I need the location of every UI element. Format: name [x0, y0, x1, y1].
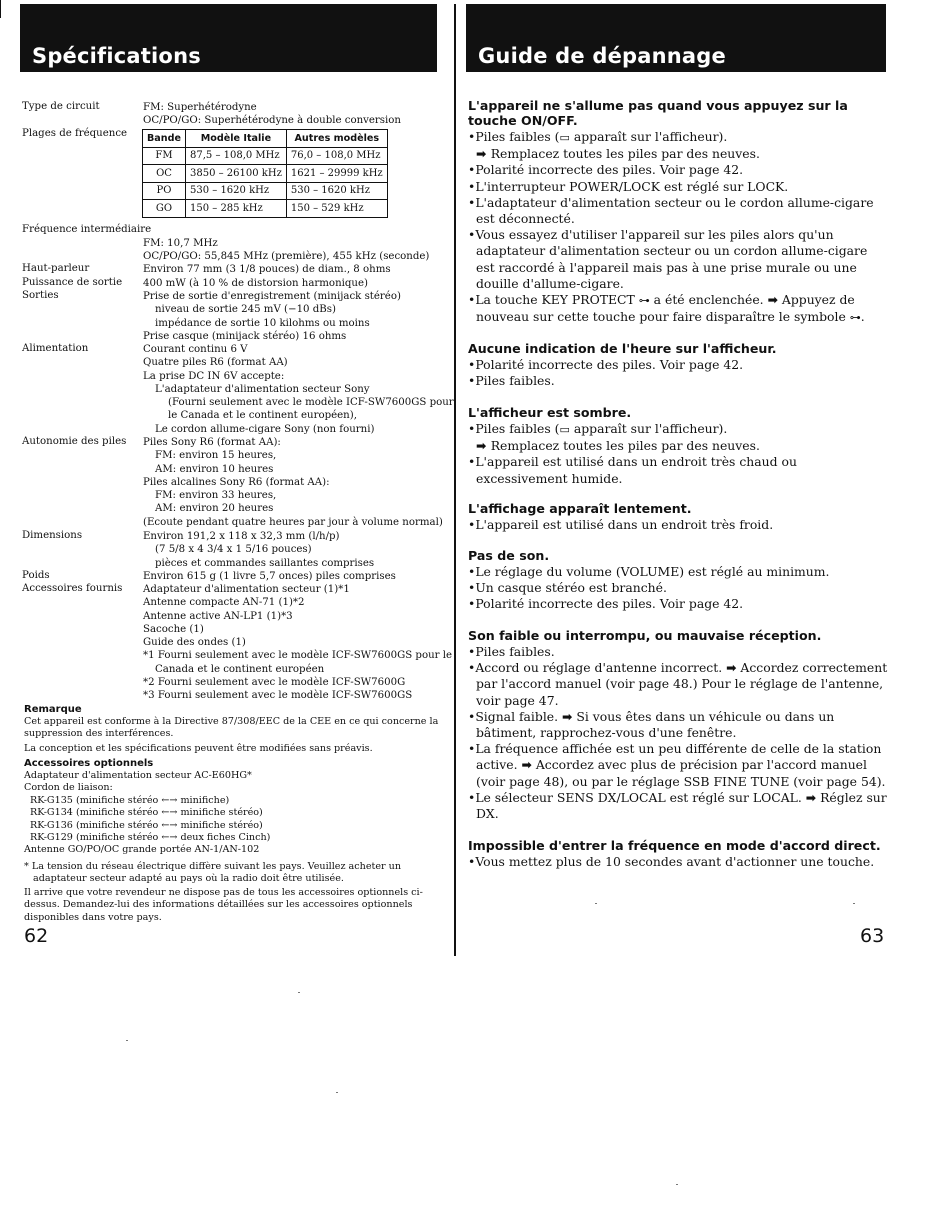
spec-value-line: Environ 615 g (1 livre 5,7 onces) piles comprises	[143, 571, 396, 582]
remarque-text: Cet appareil est conforme à la Directive 87/308/EEC de la CEE en ce qui concerne la suppression des interférences.	[24, 716, 439, 740]
voltage-note: * La tension du réseau électrique diffère suivant les pays. Veuillez acheter un adaptateur secteur adapté au pays où la radio doit être utilisée.	[24, 861, 402, 885]
arrow-right-icon: ➡	[476, 146, 491, 162]
spec-value-line: FM: 10,7 MHz	[143, 238, 218, 249]
spec-label: Puissance de sortie	[22, 277, 123, 288]
spec-label: Sorties	[22, 290, 59, 301]
spec-value-line: *2 Fourni seulement avec le modèle ICF-SW7600G	[143, 677, 406, 689]
top-left-rule	[0, 0, 1, 18]
spec-value-line: Canada et le continent européen	[155, 663, 325, 675]
list-item: •Un casque stéréo est branché.	[468, 580, 667, 596]
list-item: Antenne GO/PO/OC grande portée AN-1/AN-102	[24, 844, 260, 856]
spec-value-line: Environ 191,2 x 118 x 32,3 mm (l/h/p)	[143, 531, 340, 542]
spec-value-line: (Fourni seulement avec le modèle ICF-SW7600GS pour	[168, 397, 454, 409]
page-number-right: 63	[860, 925, 885, 947]
spec-value	[143, 277, 368, 290]
scan-speck	[126, 1040, 128, 1041]
optional-accessories-list	[24, 770, 439, 857]
spec-value-line: Prise casque (minijack stéréo) 16 ohms	[143, 330, 347, 342]
spec-value	[143, 570, 396, 583]
spec-value-line: OC/PO/GO: 55,845 MHz (première), 455 kHz (seconde)	[143, 251, 430, 263]
table-cell: FM	[143, 147, 186, 165]
spec-value-line: Environ 77 mm (3 1/8 pouces) de diam., 8 ohms	[143, 264, 391, 275]
list-item: •Vous essayez d'utiliser l'appareil sur les piles alors qu'un adaptateur d'alimentation secteur ou un cordon allume-cigare est raccordé à l'appareil mais pas à une prise murale ou une douille d'allume-cigare.	[468, 227, 868, 291]
troubleshooting-heading: L'affichage apparaît lentement.	[468, 501, 692, 516]
troubleshooting-items	[468, 129, 888, 326]
optional-accessories-title: Accessoires optionnels	[24, 758, 154, 769]
page-number-left: 62	[24, 925, 49, 947]
spec-label: Plages de fréquence	[22, 128, 128, 139]
spec-value-line: niveau de sortie 245 mV (−10 dBs)	[155, 304, 336, 316]
dealer-note: Il arrive que votre revendeur ne dispose pas de tous les accessoires optionnels ci-dessus. Demandez-lui des informations détaillées sur les accessoires optionnels disponibles dans votre pays.	[24, 887, 423, 923]
specifications-title: Spécifications	[32, 44, 201, 68]
spec-value-line: Antenne active AN-LP1 (1)*3	[143, 610, 293, 622]
list-item: •Polarité incorrecte des piles. Voir page 42.	[468, 162, 744, 178]
spec-value-line: Antenne compacte AN-71 (1)*2	[143, 597, 305, 609]
table-cell: 530 – 1620 kHz	[186, 182, 287, 200]
frequency-table	[142, 129, 388, 218]
scan-speck	[298, 992, 300, 993]
spec-value-line: AM: environ 10 heures	[155, 463, 274, 475]
spec-value-line: le Canada et le continent européen),	[168, 410, 357, 422]
troubleshooting-heading: Aucune indication de l'heure sur l'afficheur.	[468, 341, 777, 356]
scan-speck	[595, 903, 597, 904]
arrow-right-icon: ➡	[562, 708, 573, 724]
spec-value-line: 400 mW (à 10 % de distorsion harmonique)	[143, 278, 368, 289]
table-cell: 1621 – 29999 kHz	[286, 165, 387, 183]
scan-speck	[336, 1092, 338, 1093]
spec-value-line: L'adaptateur d'alimentation secteur Sony	[155, 383, 370, 395]
troubleshooting-heading: L'appareil ne s'allume pas quand vous appuyez sur la touche ON/OFF.	[468, 98, 848, 128]
list-item: •Le sélecteur SENS DX/LOCAL est réglé sur LOCAL. ➡ Réglez sur DX.	[468, 789, 887, 822]
specifications-header	[20, 4, 437, 72]
list-item: •Signal faible. ➡ Si vous êtes dans un véhicule ou dans un bâtiment, rapprochez-vous d'une fenêtre.	[468, 708, 835, 741]
table-row	[143, 182, 388, 200]
list-item: •Piles faibles (▭ apparaît sur l'afficheur).	[468, 421, 728, 436]
scan-speck	[676, 1184, 678, 1185]
spec-value-line: La prise DC IN 6V accepte:	[143, 370, 285, 382]
troubleshooting-heading: L'afficheur est sombre.	[468, 405, 632, 420]
list-item: •L'adaptateur d'alimentation secteur ou le cordon allume-cigare est déconnecté.	[468, 194, 874, 227]
scan-speck	[853, 903, 855, 904]
table-cell: 530 – 1620 kHz	[286, 182, 387, 200]
key-icon: ⊶	[849, 311, 861, 325]
troubleshooting-heading: Son faible ou interrompu, ou mauvaise réception.	[468, 628, 822, 643]
battery-low-icon: ▭	[559, 423, 570, 436]
troubleshooting-items	[468, 564, 888, 613]
list-item: •Piles faibles.	[468, 644, 555, 659]
list-item: •Le réglage du volume (VOLUME) est réglé au minimum.	[468, 564, 830, 579]
table-row	[143, 147, 388, 165]
spec-value-line: pièces et commandes saillantes comprises	[155, 557, 375, 569]
table-cell: OC	[143, 165, 186, 183]
spec-value-line: Piles alcalines Sony R6 (format AA):	[143, 476, 330, 488]
spec-value-line: FM: environ 15 heures,	[155, 450, 277, 462]
spec-value	[143, 436, 443, 529]
troubleshooting-header	[466, 4, 886, 72]
list-item: •La touche KEY PROTECT ⊶ a été enclenchée. ➡ Appuyez de nouveau sur cette touche pour faire disparaître le symbole ⊶.	[468, 292, 865, 325]
remarque-title: Remarque	[24, 704, 82, 715]
spec-value-line: FM: Superhétérodyne	[143, 102, 257, 113]
spec-label: Type de circuit	[22, 101, 100, 112]
list-item: Cordon de liaison:	[24, 782, 113, 794]
list-item: •Accord ou réglage d'antenne incorrect. ➡ Accordez correctement par l'accord manuel (voir page 48.) Pour le réglage de l'antenne, voir page 47.	[468, 660, 888, 708]
spec-label: Autonomie des piles	[22, 436, 127, 447]
troubleshooting-items	[468, 517, 888, 533]
spec-value	[143, 263, 391, 276]
spec-value	[143, 101, 401, 128]
arrow-right-icon: ➡	[767, 292, 778, 308]
table-row	[143, 200, 388, 218]
spec-value-line: AM: environ 20 heures	[155, 503, 274, 515]
table-cell: 87,5 – 108,0 MHz	[186, 147, 287, 165]
list-item: •La fréquence affichée est un peu différente de celle de la station active. ➡ Accordez avec plus de précision par l'accord manuel (voir page 48), ou par le réglage SSB FINE TUNE (voir page 54).	[468, 741, 886, 789]
list-item: Adaptateur d'alimentation secteur AC-E60HG*	[24, 770, 252, 781]
arrow-right-icon: ➡	[476, 438, 491, 454]
spec-value-line: (7 5/8 x 4 3/4 x 1 5/16 pouces)	[155, 544, 312, 556]
spec-label: Alimentation	[22, 343, 89, 354]
spec-value-line: Prise de sortie d'enregistrement (minijack stéréo)	[143, 291, 401, 302]
table-header-cell: Modèle Italie	[186, 130, 287, 148]
table-cell: 150 – 285 kHz	[186, 200, 287, 218]
spec-value-line: *1 Fourni seulement avec le modèle ICF-SW7600GS pour le	[143, 650, 453, 662]
table-cell: 3850 – 26100 kHz	[186, 165, 287, 183]
list-item: •Piles faibles.	[468, 373, 555, 389]
remedy-line: ➡ Remplacez toutes les piles par des neuves.	[476, 146, 760, 162]
spec-value-line: Quatre piles R6 (format AA)	[143, 357, 288, 369]
troubleshooting-title: Guide de dépannage	[478, 44, 726, 68]
spec-value	[143, 530, 374, 570]
spec-label: Poids	[22, 570, 50, 581]
list-item: •Polarité incorrecte des piles. Voir page 42.	[468, 357, 744, 372]
troubleshooting-items	[468, 421, 888, 487]
troubleshooting-items	[468, 357, 888, 389]
table-row	[143, 165, 388, 183]
table-cell: 76,0 – 108,0 MHz	[286, 147, 387, 165]
troubleshooting-heading: Impossible d'entrer la fréquence en mode d'accord direct.	[468, 838, 881, 853]
spec-label: Fréquence intermédiaire	[22, 224, 152, 235]
arrow-right-icon: ➡	[521, 757, 532, 773]
table-cell: PO	[143, 182, 186, 200]
remarque-text-2: La conception et les spécifications peuvent être modifiées sans préavis.	[24, 743, 373, 754]
spec-value-line: Guide des ondes (1)	[143, 637, 246, 649]
list-item: RK-G134 (minifiche stéréo ←→ minifiche stéréo)	[30, 807, 263, 819]
spec-value-line: OC/PO/GO: Superhétérodyne à double conversion	[143, 115, 401, 127]
spec-value-line: FM: environ 33 heures,	[155, 490, 277, 502]
table-header-row	[143, 130, 388, 148]
page-divider	[454, 4, 456, 956]
arrow-right-icon: ➡	[726, 660, 737, 676]
spec-label: Dimensions	[22, 530, 83, 541]
list-item: RK-G129 (minifiche stéréo ←→ deux fiches Cinch)	[30, 832, 271, 844]
spec-value	[143, 237, 429, 264]
key-icon: ⊶	[638, 294, 650, 308]
table-header-cell: Autres modèles	[286, 130, 387, 148]
list-item: •Vous mettez plus de 10 secondes avant d'actionner une touche.	[468, 854, 875, 869]
spec-value-line: Courant continu 6 V	[143, 344, 248, 355]
troubleshooting-items	[468, 644, 888, 822]
list-item: •L'appareil est utilisé dans un endroit très chaud ou excessivement humide.	[468, 454, 797, 486]
table-cell: 150 – 529 kHz	[286, 200, 387, 218]
list-item: •L'interrupteur POWER/LOCK est réglé sur LOCK.	[468, 178, 789, 194]
troubleshooting-items	[468, 854, 888, 870]
table-header-cell: Bande	[143, 130, 186, 148]
spec-label: Haut-parleur	[22, 263, 90, 274]
spec-label: Accessoires fournis	[22, 583, 123, 594]
list-item: •Piles faibles (▭ apparaît sur l'afficheur).	[468, 129, 728, 144]
spec-value	[143, 343, 454, 436]
list-item: •Polarité incorrecte des piles. Voir page 42.	[468, 596, 744, 612]
spec-value	[143, 290, 401, 343]
spec-value-line: Adaptateur d'alimentation secteur (1)*1	[143, 584, 350, 595]
spec-value-line: Le cordon allume-cigare Sony (non fourni)	[155, 423, 375, 435]
battery-low-icon: ▭	[559, 131, 570, 144]
list-item: RK-G135 (minifiche stéréo ←→ minifiche)	[30, 794, 230, 806]
spec-value-line: Piles Sony R6 (format AA):	[143, 437, 281, 448]
list-item: •L'appareil est utilisé dans un endroit très froid.	[468, 517, 774, 532]
troubleshooting-heading: Pas de son.	[468, 548, 550, 563]
arrow-right-icon: ➡	[805, 789, 817, 805]
spec-value-line: impédance de sortie 10 kilohms ou moins	[155, 317, 370, 329]
spec-value-line: (Ecoute pendant quatre heures par jour à volume normal)	[143, 516, 443, 528]
table-cell: GO	[143, 200, 186, 218]
spec-value	[143, 583, 452, 703]
list-item: RK-G136 (minifiche stéréo ←→ minifiche stéréo)	[30, 819, 263, 831]
spec-value-line: Sacoche (1)	[143, 623, 204, 635]
spec-value-line: *3 Fourni seulement avec le modèle ICF-SW7600GS	[143, 690, 413, 702]
remedy-line: ➡ Remplacez toutes les piles par des neuves.	[476, 438, 760, 454]
